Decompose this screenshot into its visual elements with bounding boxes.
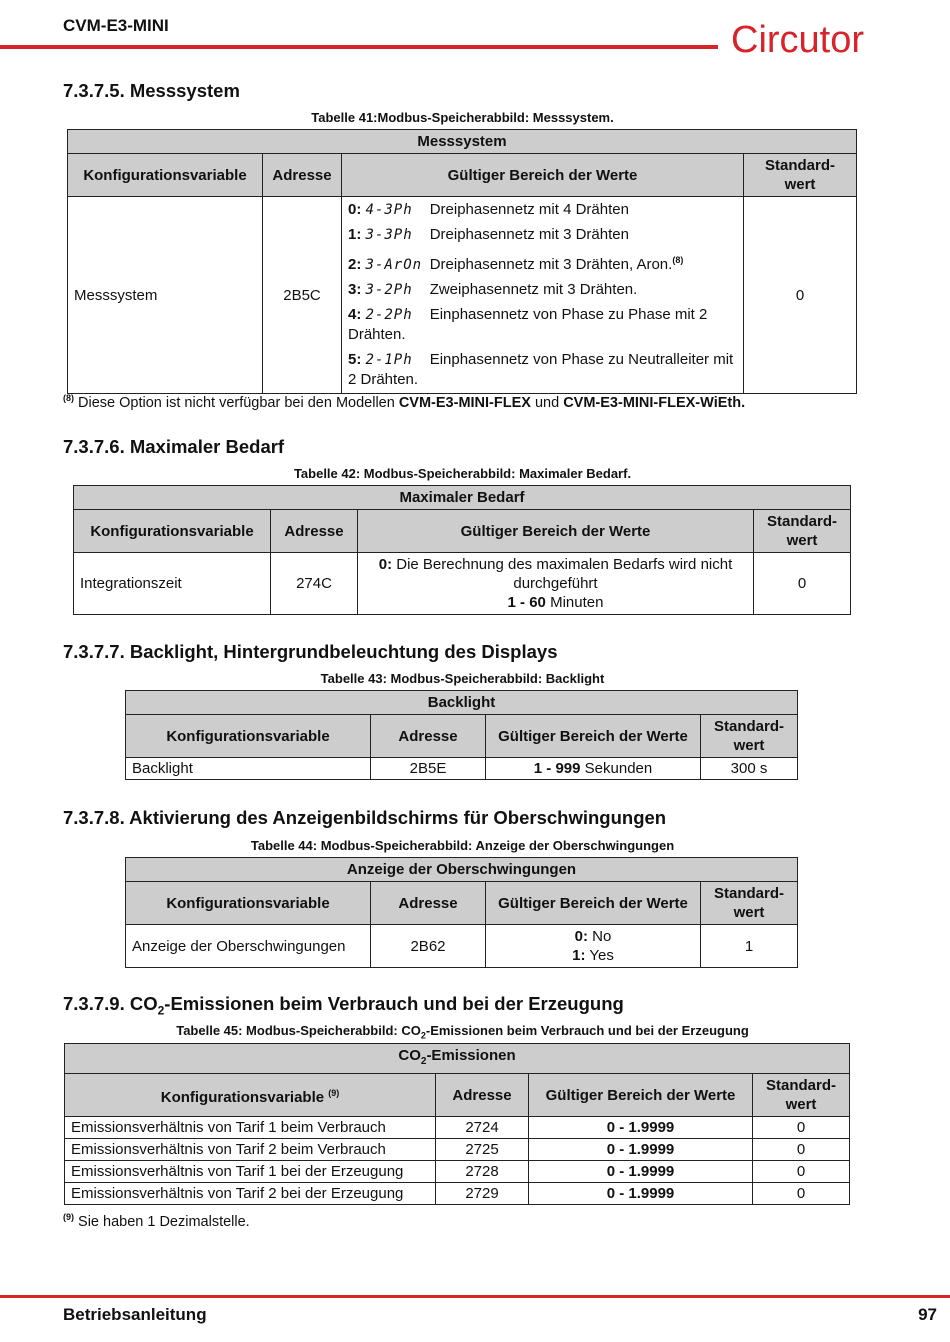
cell-addr: 2724	[436, 1117, 529, 1139]
cell-var: Backlight	[126, 758, 371, 780]
col-header-addr: Adresse	[371, 882, 486, 925]
section-heading-backlight: 7.3.7.7. Backlight, Hintergrundbeleuchtung des Displays	[63, 641, 558, 662]
col-header-range: Gültiger Bereich der Werte	[486, 882, 701, 925]
circutor-logo	[731, 16, 881, 60]
table-title: Maximaler Bedarf	[74, 486, 851, 510]
col-header-var: Konfigurationsvariable	[74, 510, 271, 553]
page-number: 97	[918, 1305, 937, 1324]
footnote-9: $^{(9)}$ Sie haben 1 Dezimalstelle.	[63, 1212, 250, 1230]
cell-var: Messsystem	[68, 197, 263, 394]
footer-label: Betriebsanleitung	[63, 1305, 207, 1324]
display-code: 3-3Ph	[365, 227, 413, 243]
table-row	[65, 1139, 850, 1161]
option-item: 5: 2-1Ph Einphasennetz von Phase zu Neutralleiter mit 2 Drähten.	[348, 351, 734, 388]
table-title: Backlight	[126, 691, 798, 715]
col-header-var: Konfigurationsvariable	[126, 715, 371, 758]
footnote-8: $^{(8)}$ Diese Option ist nicht verfügbar bei den Modellen CVM-E3-MINI-FLEX und CVM-E3-MINI-FLEX-WiEth.	[63, 393, 746, 411]
col-header-default: Standard-wert	[701, 882, 798, 925]
svg-text:Circutor: Circutor	[731, 19, 865, 60]
table-messsystem	[67, 129, 857, 394]
cell-range: 0 - 1.9999	[529, 1117, 753, 1139]
cell-range: 0 - 1.9999	[529, 1183, 753, 1205]
option-item: 4: 2-2Ph Einphasennetz von Phase zu Phase mit 2 Drähten.	[348, 306, 708, 343]
cell-default: 0	[744, 197, 857, 394]
cell-addr: 2B5C	[263, 197, 342, 394]
col-header-addr: Adresse	[263, 154, 342, 197]
table-co2	[64, 1043, 850, 1205]
cell-default: 0	[753, 1183, 850, 1205]
table-backlight	[125, 690, 798, 780]
col-header-addr: Adresse	[271, 510, 358, 553]
cell-default: 0	[753, 1139, 850, 1161]
cell-default: 0	[754, 553, 851, 615]
col-header-range: Gültiger Bereich der Werte	[529, 1074, 753, 1117]
col-header-default: Standard-wert	[701, 715, 798, 758]
section-heading-co2: 7.3.7.9. $CO_2$-Emissionen beim Verbrauch und bei der Erzeugung	[63, 993, 624, 1018]
table-caption-42: Tabelle 42: Modbus-Speicherabbild: Maximaler Bedarf.	[293, 466, 632, 481]
table-caption-45: Tabelle 45: Modbus-Speicherabbild: $CO_2$-Emissionen beim Verbrauch und bei der Erzeugung	[176, 1023, 749, 1041]
cell-addr: 274C	[271, 553, 358, 615]
cell-var: Emissionsverhältnis von Tarif 2 bei der Erzeugung	[65, 1183, 436, 1205]
table-caption-41: Tabelle 41:Modbus-Speicherabbild: Messsystem.	[311, 110, 614, 125]
option-item: 3: 3-2Ph Zweiphasennetz mit 3 Drähten.	[348, 281, 638, 298]
col-header-range: Gültiger Bereich der Werte	[358, 510, 754, 553]
table-title: $CO_2$-Emissionen	[65, 1044, 850, 1074]
col-header-range: Gültiger Bereich der Werte	[486, 715, 701, 758]
col-header-addr: Adresse	[436, 1074, 529, 1117]
col-header-range: Gültiger Bereich der Werte	[342, 154, 744, 197]
display-code: 3-ArOn	[365, 257, 423, 273]
table-oberschwingungen	[125, 857, 798, 968]
option-item: 1: 3-3Ph Dreiphasennetz mit 3 Drähten	[348, 226, 629, 243]
document-title: CVM-E3-MINI	[63, 16, 169, 35]
col-header-addr: Adresse	[371, 715, 486, 758]
cell-range: 0 - 1.9999	[529, 1139, 753, 1161]
cell-default: 0	[753, 1117, 850, 1139]
cell-range: 0: No 1: Yes	[486, 925, 701, 968]
display-code: 4-3Ph	[365, 202, 413, 218]
table-row	[65, 1117, 850, 1139]
cell-var: Emissionsverhältnis von Tarif 1 beim Verbrauch	[65, 1117, 436, 1139]
col-header-default: Standard-wert	[753, 1074, 850, 1117]
section-heading-messsystem: 7.3.7.5. Messsystem	[63, 80, 240, 101]
section-heading-oberschwingungen: 7.3.7.8. Aktivierung des Anzeigenbildschirms für Oberschwingungen	[63, 807, 667, 828]
cell-range: 1 - 999 Sekunden	[486, 758, 701, 780]
cell-var: Anzeige der Oberschwingungen	[126, 925, 371, 968]
table-caption-44: Tabelle 44: Modbus-Speicherabbild: Anzeige der Oberschwingungen	[250, 838, 675, 853]
col-header-var: Konfigurationsvariable	[68, 154, 263, 197]
cell-var: Integrationszeit	[74, 553, 271, 615]
cell-addr: 2B62	[371, 925, 486, 968]
table-row	[65, 1183, 850, 1205]
col-header-default: Standard-wert	[754, 510, 851, 553]
display-code: 3-2Ph	[365, 282, 413, 298]
cell-range-options	[342, 197, 744, 394]
cell-var: Emissionsverhältnis von Tarif 1 bei der Erzeugung	[65, 1161, 436, 1183]
col-header-default: Standard-wert	[744, 154, 857, 197]
table-caption-43: Tabelle 43: Modbus-Speicherabbild: Backlight	[320, 671, 605, 686]
cell-default: 0	[753, 1161, 850, 1183]
col-header-var: Konfigurationsvariable $^{(9)}$	[65, 1074, 436, 1117]
header-rule	[0, 45, 718, 49]
cell-addr: 2725	[436, 1139, 529, 1161]
display-code: 2-2Ph	[365, 307, 413, 323]
section-heading-maximaler-bedarf: 7.3.7.6. Maximaler Bedarf	[63, 436, 285, 457]
cell-addr: 2728	[436, 1161, 529, 1183]
cell-range: 0: Die Berechnung des maximalen Bedarfs wird nicht durchgeführt 1 - 60 Minuten	[358, 553, 754, 615]
cell-default: 300 s	[701, 758, 798, 780]
cell-range: 0 - 1.9999	[529, 1161, 753, 1183]
footer-rule	[0, 1295, 950, 1298]
option-item: 0: 4-3Ph Dreiphasennetz mit 4 Drähten	[348, 201, 629, 218]
cell-addr: 2B5E	[371, 758, 486, 780]
display-code: 2-1Ph	[365, 352, 413, 368]
table-title: Anzeige der Oberschwingungen	[126, 858, 798, 882]
table-row	[65, 1161, 850, 1183]
option-item: 2: 3-ArOn Dreiphasennetz mit 3 Drähten, Aron.$^{(8)}$	[348, 255, 684, 273]
cell-default: 1	[701, 925, 798, 968]
col-header-var: Konfigurationsvariable	[126, 882, 371, 925]
cell-addr: 2729	[436, 1183, 529, 1205]
table-title: Messsystem	[68, 130, 857, 154]
cell-var: Emissionsverhältnis von Tarif 2 beim Verbrauch	[65, 1139, 436, 1161]
table-maximaler-bedarf	[73, 485, 851, 615]
